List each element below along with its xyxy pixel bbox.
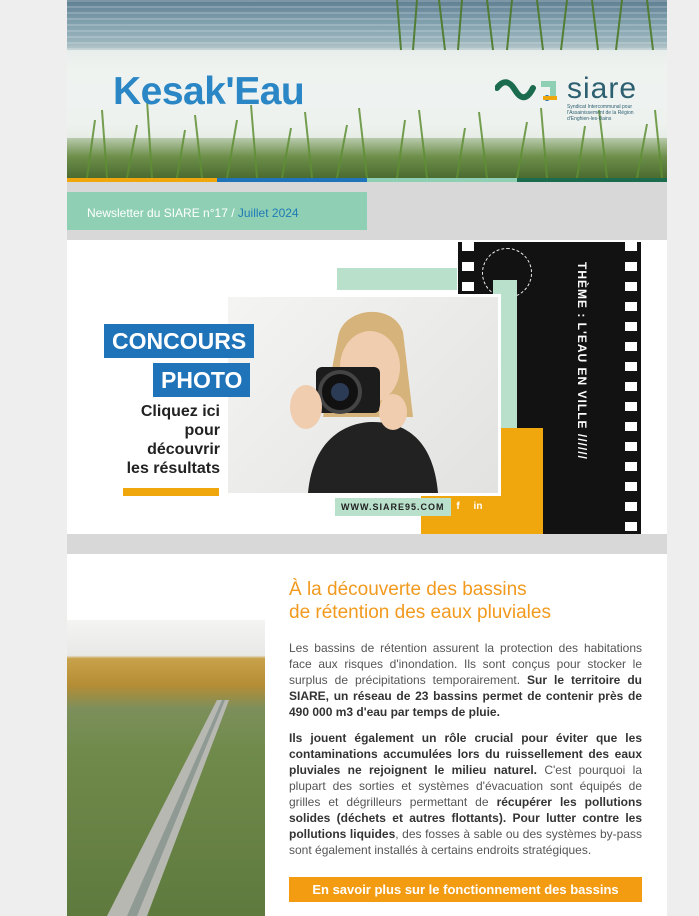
paragraph-bold: Sur le territoire du SIARE, un réseau de 23 bassins permet de contenir près de 490 000 m3 d'eau par temps de pluie. [289, 673, 642, 719]
newsletter-issue [87, 206, 299, 220]
article-paragraph [289, 640, 642, 720]
retention-basin-photo [67, 620, 265, 916]
contest-heading: CONCOURS [104, 324, 254, 358]
paragraph-bold: récupérer les pollutions solides (déchets et autres flottants). Pour lutter contre les pollutions liquides [289, 795, 642, 841]
contest-banner[interactable] [67, 240, 667, 534]
paragraph-bold: Ils jouent également un rôle crucial pour éviter que les contaminations accumulées lors du ruissellement des eaux pluviales ne rejoignent le milieu naturel. [289, 731, 642, 777]
newsletter-issue-label: Newsletter du SIARE n°17 / [87, 206, 238, 220]
siare-logo-text: siare [567, 72, 638, 105]
article-title [289, 578, 551, 624]
article-body [289, 640, 642, 868]
contest-heading-photo: PHOTO [153, 363, 250, 397]
cta-underline [123, 488, 219, 496]
learn-more-button[interactable]: En savoir plus sur le fonctionnement des bassins [289, 877, 642, 902]
paragraph-text: , des fosses à sable ou des systèmes by-pass sont également installés à certains endroits stratégiques. [289, 827, 642, 857]
website-url[interactable]: WWW.SIARE95.COM [335, 498, 451, 516]
facebook-icon[interactable]: f [451, 500, 465, 514]
linkedin-icon[interactable]: in [471, 500, 485, 514]
paragraph-text: C'est pourquoi la plupart des sorties et systèmes d'évacuation sont équipés de grilles et dégrilleurs permettant de [289, 763, 642, 809]
contest-cta-line: Cliquez ici [140, 403, 220, 420]
decor-green-rect [337, 268, 457, 290]
article-title-line: de rétention des eaux pluviales [289, 602, 551, 623]
header-banner [67, 0, 667, 178]
contest-cta-line: pour [184, 422, 220, 439]
newsletter-date: Juillet 2024 [237, 206, 299, 220]
contest-cta-line: les résultats [126, 460, 220, 477]
film-holes-right [625, 242, 637, 534]
basin-channel-image [67, 620, 265, 916]
theme-stripes: ////// [575, 433, 589, 460]
photographer-image [228, 297, 498, 493]
newsletter-title: Kesak'Eau [113, 70, 305, 113]
section-divider [67, 534, 667, 554]
article-paragraph [289, 730, 642, 858]
newsletter-frame [67, 0, 667, 916]
theme-label [575, 262, 589, 460]
contest-cta[interactable] [127, 402, 220, 478]
theme-text: THÈME : L'EAU EN VILLE [575, 262, 589, 430]
contest-cta-line: découvrir [147, 441, 220, 458]
photographer-photo [225, 294, 501, 496]
article-title-line: À la découverte des bassins [289, 579, 527, 600]
siare-logo-subtitle: Syndicat Intercommunal pour l'Assainissement de la Région d'Enghien-les-Bains [567, 104, 634, 122]
paragraph-text: Les bassins de rétention assurent la protection des habitations face aux risques d'inondation. Ils sont conçus pour stocker le surplus de précipitations temporairement. [289, 641, 642, 687]
